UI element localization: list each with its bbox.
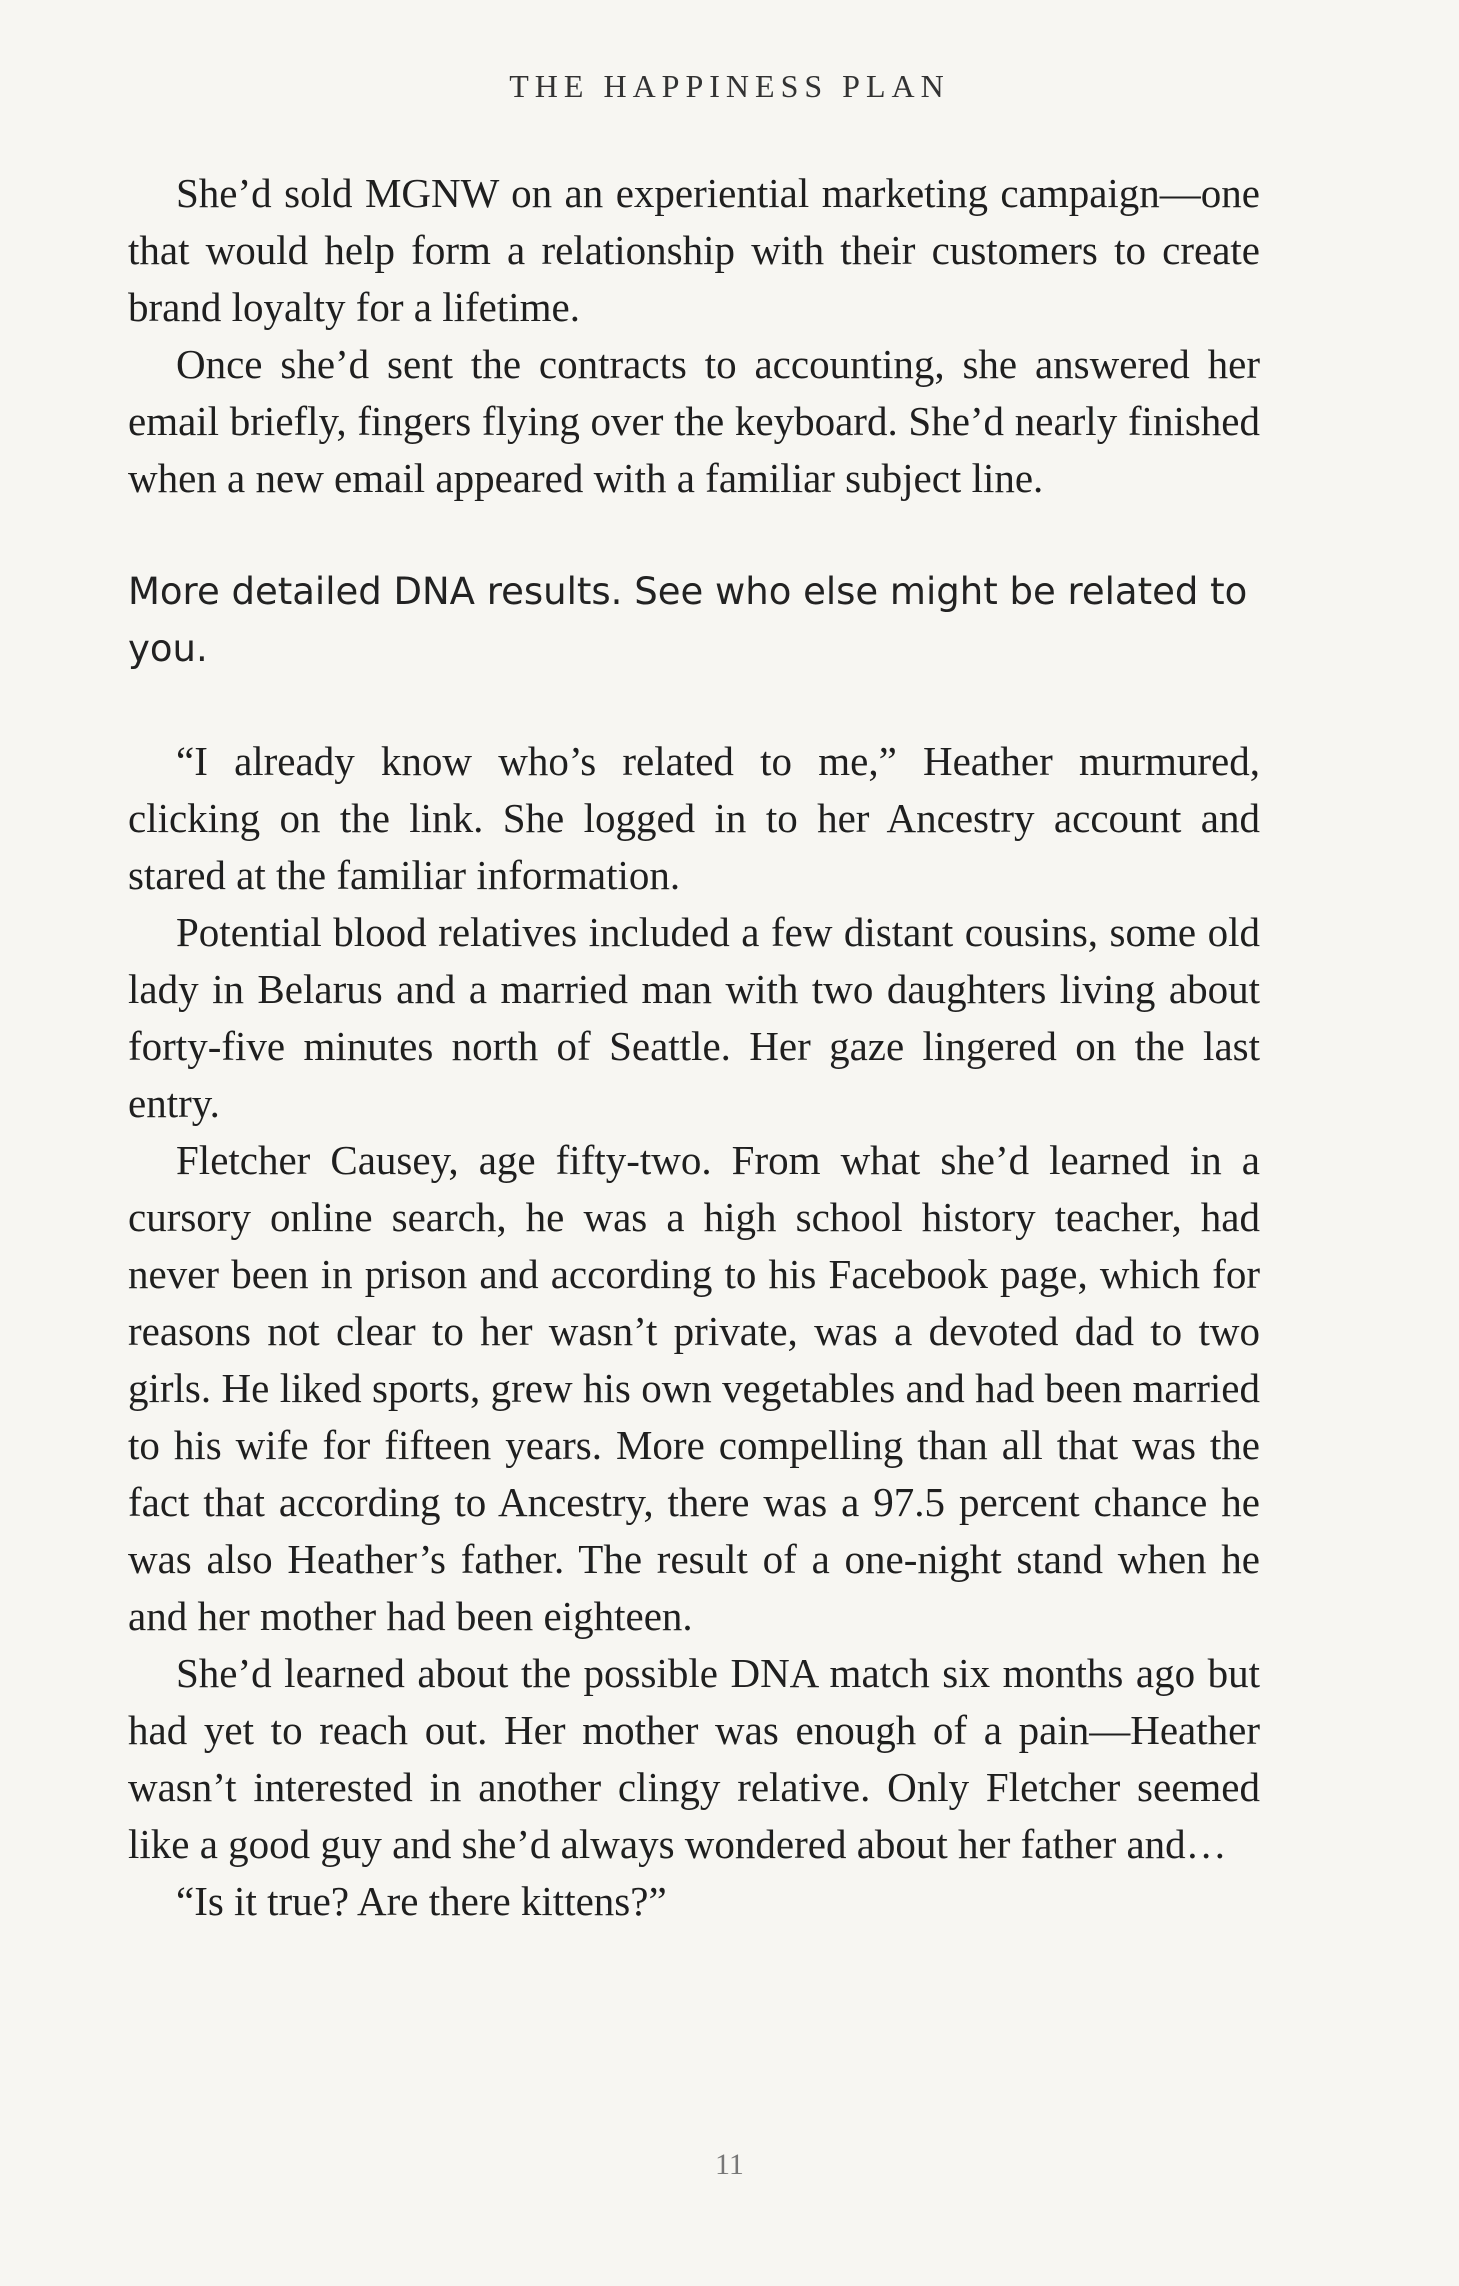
body-text <box>128 165 1260 1930</box>
paragraph: Fletcher Causey, age fifty-two. From what she’d learned in a cursory online search, he was a high school history teacher, had never been in prison and according to his Facebook page, which for reasons not clear to her wasn’t private, was a devoted dad to two girls. He liked sports, grew his own vegetables and had been married to his wife for fifteen years. More compelling than all that was the fact that according to Ancestry, there was a 97.5 percent chance he was also Heather’s father. The result of a one-night stand when he and her mother had been eighteen. <box>128 1137 1260 1639</box>
paragraph: Once she’d sent the contracts to accounting, she answered her email briefly, fingers flying over the keyboard. She’d nearly finished when a new email appeared with a familiar subject line. <box>128 341 1260 501</box>
paragraph: “I already know who’s related to me,” Heather murmured, clicking on the link. She logged in to her Ancestry account and stared at the familiar information. <box>128 738 1260 898</box>
running-head: THE HAPPINESS PLAN <box>509 68 950 104</box>
paragraph: She’d learned about the possible DNA match six months ago but had yet to reach out. Her mother was enough of a pain—Heather wasn’t interested in another clingy relative. Only Fletcher seemed like a good guy and she’d always wondered about her father and… <box>128 1650 1260 1867</box>
paragraph: Potential blood relatives included a few distant cousins, some old lady in Belarus and a married man with two daughters living about forty-five minutes north of Seattle. Her gaze lingered on the last entry. <box>128 909 1260 1126</box>
email-subject-line: More detailed DNA results. See who else might be related to you. <box>128 570 1248 670</box>
page-number: 11 <box>715 2148 744 2181</box>
paragraph: “Is it true? Are there kittens?” <box>176 1878 667 1924</box>
paragraph: She’d sold MGNW on an experiential marketing campaign—one that would help form a relationship with their customers to create brand loyalty for a lifetime. <box>128 170 1260 330</box>
